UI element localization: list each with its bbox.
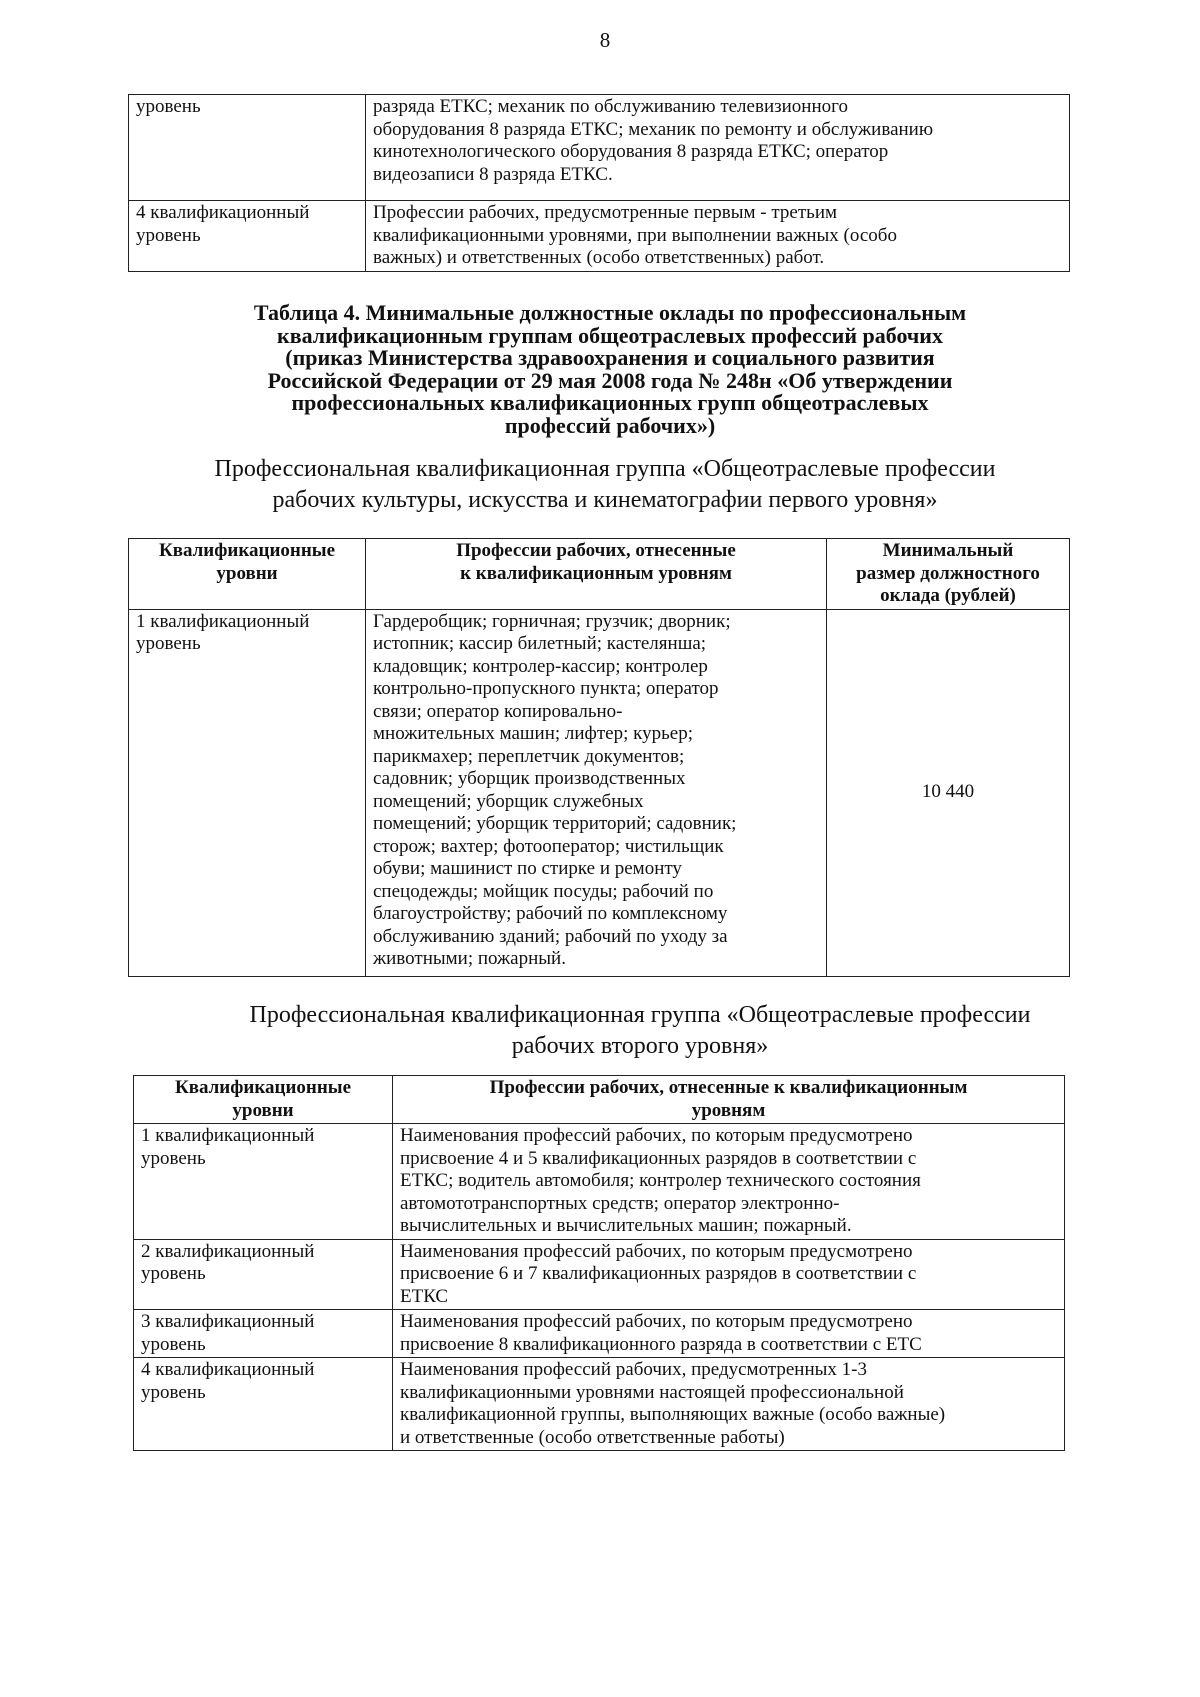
group1-table [128, 538, 1070, 977]
header-professions: Профессии рабочих, отнесенные к квалификационным уровням [393, 1076, 1065, 1124]
salary-cell: 10 440 [827, 609, 1070, 976]
level-cell: 2 квалификационный уровень [134, 1239, 393, 1310]
professions-cell: Наименования профессий рабочих, по которым предусмотрено присвоение 6 и 7 квалификационных разрядов в соответствии с ЕТКС [393, 1239, 1065, 1310]
table-row [134, 1310, 1065, 1358]
professions-cell: Наименования профессий рабочих, по которым предусмотрено присвоение 8 квалификационного разряда в соответствии с ЕТС [393, 1310, 1065, 1358]
header-professions: Профессии рабочих, отнесенные к квалификационным уровням [366, 539, 827, 610]
table-header-row [129, 539, 1070, 610]
group2-table [133, 1075, 1065, 1451]
table-row [129, 609, 1070, 976]
table-row [134, 1358, 1065, 1451]
page-number: 8 [599, 28, 611, 52]
table-row [129, 201, 1070, 272]
table-previous-continuation [128, 94, 1070, 272]
level-cell: 4 квалификационный уровень [129, 201, 366, 272]
header-levels: Квалификационные уровни [129, 539, 366, 610]
level-cell: 4 квалификационный уровень [134, 1358, 393, 1451]
professions-cell: Профессии рабочих, предусмотренные первым - третьим квалификационными уровнями, при выполнении важных (особо важных) и ответственных (особо ответственных) работ. [366, 201, 1070, 272]
professions-cell: Наименования профессий рабочих, по которым предусмотрено присвоение 4 и 5 квалификационных разрядов в соответствии с ЕТКС; водитель автомобиля; контролер технического состояния автомототранспортных средств; оператор электронно- вычислительных и вычислительных машин; пожарный. [393, 1124, 1065, 1240]
professions-cell: разряда ЕТКС; механик по обслуживанию телевизионного оборудования 8 разряда ЕТКС; механик по ремонту и обслуживанию кинотехнологического оборудования 8 разряда ЕТКС; оператор видеозаписи 8 разряда ЕТКС. [366, 95, 1070, 201]
level-cell: 1 квалификационный уровень [129, 609, 366, 976]
table4-title: Таблица 4. Минимальные должностные оклады по профессиональным квалификационным группам общеотраслевых профессий рабочих (приказ Министерства здравоохранения и социального развития Российской Федерации от 29 мая 2008 года № 248н «Об утверждении профессиональных квалификационных групп общеотраслевых профессий рабочих») [253, 300, 967, 438]
group1-title: Профессиональная квалификационная группа «Общеотраслевые профессии рабочих культуры, искусства и кинематографии первого уровня» [214, 456, 996, 513]
table-header-row [134, 1076, 1065, 1124]
header-salary: Минимальный размер должностного оклада (рублей) [827, 539, 1070, 610]
level-cell: 3 квалификационный уровень [134, 1310, 393, 1358]
professions-cell: Наименования профессий рабочих, предусмотренных 1-3 квалификационными уровнями настоящей профессиональной квалификационной группы, выполняющих важные (особо важные) и ответственные (особо ответственные работы) [393, 1358, 1065, 1451]
professions-cell: Гардеробщик; горничная; грузчик; дворник; истопник; кассир билетный; кастелянша; кладовщик; контролер-кассир; контролер контрольно-пропускного пункта; оператор связи; оператор копировально- множительных машин; лифтер; курьер; парикмахер; переплетчик документов; садовник; уборщик производственных помещений; уборщик служебных помещений; уборщик территорий; садовник; сторож; вахтер; фотооператор; чистильщик обуви; машинист по стирке и ремонту спецодежды; мойщик посуды; рабочий по благоустройству; рабочий по комплексному обслуживанию зданий; рабочий по уходу за животными; пожарный. [366, 609, 827, 976]
table-row [134, 1239, 1065, 1310]
level-cell: 1 квалификационный уровень [134, 1124, 393, 1240]
level-cell: уровень [129, 95, 366, 201]
header-levels: Квалификационные уровни [134, 1076, 393, 1124]
table-row [134, 1124, 1065, 1240]
table-row [129, 95, 1070, 201]
group2-title: Профессиональная квалификационная группа «Общеотраслевые профессии рабочих второго уровня» [249, 1002, 1031, 1059]
